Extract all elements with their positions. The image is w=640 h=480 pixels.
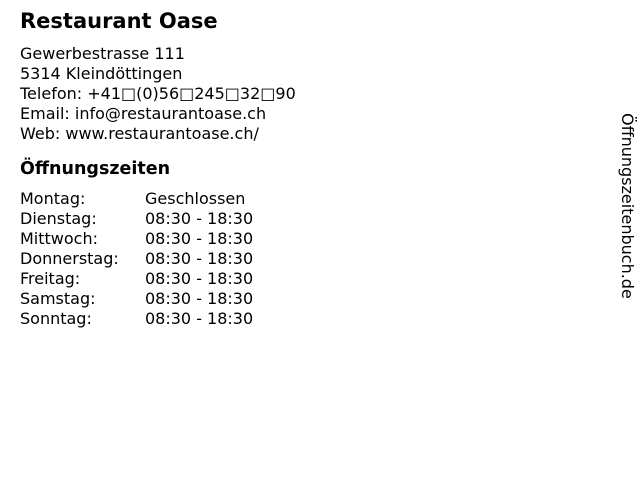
address-block (20, 44, 296, 144)
table-row (20, 229, 253, 249)
table-row (20, 309, 253, 329)
day-label: Sonntag: (20, 309, 92, 328)
table-row (20, 289, 253, 309)
email-line: Email: info@restaurantoase.ch (20, 104, 267, 123)
day-label: Donnerstag: (20, 249, 119, 268)
day-label: Freitag: (20, 269, 81, 288)
day-label: Samstag: (20, 289, 96, 308)
web-line: Web: www.restaurantoase.ch/ (20, 124, 259, 143)
day-label: Montag: (20, 189, 86, 208)
day-hours: 08:30 - 18:30 (145, 249, 254, 268)
hours-table (20, 189, 253, 329)
address-street: Gewerbestrasse 111 (20, 44, 185, 63)
day-hours: Geschlossen (145, 189, 246, 208)
page-title: Restaurant Oase (20, 9, 218, 33)
table-row (20, 249, 253, 269)
day-hours: 08:30 - 18:30 (145, 309, 254, 328)
day-hours: 08:30 - 18:30 (145, 209, 254, 228)
day-hours: 08:30 - 18:30 (145, 229, 254, 248)
table-row (20, 269, 253, 289)
address-city: 5314 Kleindöttingen (20, 64, 183, 83)
day-hours: 08:30 - 18:30 (145, 269, 254, 288)
watermark-site-label: Öffnungszeitenbuch.de (618, 113, 637, 299)
hours-heading: Öffnungszeiten (20, 159, 171, 179)
table-row (20, 189, 253, 209)
table-row (20, 209, 253, 229)
day-hours: 08:30 - 18:30 (145, 289, 254, 308)
page-content (20, 0, 296, 329)
phone-line: Telefon: +41□(0)56□245□32□90 (20, 84, 296, 103)
day-label: Dienstag: (20, 209, 97, 228)
day-label: Mittwoch: (20, 229, 98, 248)
